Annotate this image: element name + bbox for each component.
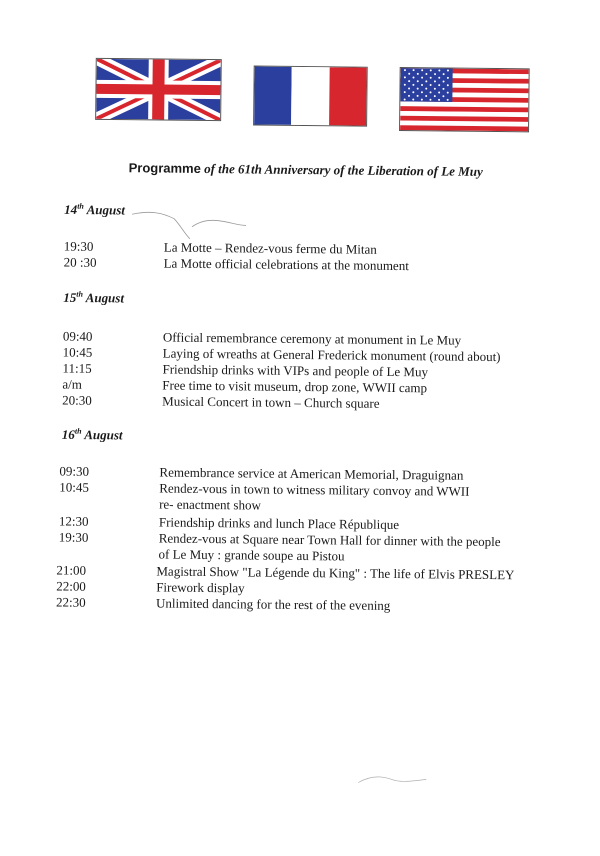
- day-section-15-august: [63, 290, 124, 307]
- event-description: of Le Muy : grande soupe au Pistou: [158, 546, 345, 564]
- event-time: 11:15: [62, 360, 92, 376]
- event-description: Laying of wreaths at General Frederick monument (round about): [162, 345, 501, 365]
- event-time: 21:00: [56, 562, 87, 578]
- day-section-16-august: [62, 427, 123, 444]
- day-heading: 14th August: [64, 201, 126, 218]
- event-description: Magistral Show "La Légende du King" : The life of Elvis PRESLEY: [156, 563, 515, 583]
- event-time: a/m: [62, 376, 82, 392]
- event-time: 22:00: [56, 578, 86, 594]
- event-description: Firework display: [156, 579, 245, 596]
- event-time: 09:40: [62, 328, 93, 344]
- event-description: Free time to visit museum, drop zone, WWII camp: [162, 377, 428, 396]
- event-time: 09:30: [59, 463, 90, 479]
- day-heading: 15th August: [63, 289, 125, 306]
- event-description: Official remembrance ceremony at monument in Le Muy: [162, 329, 462, 348]
- event-description: La Motte official celebrations at the monument: [163, 255, 409, 274]
- event-description: Friendship drinks and lunch Place République: [158, 514, 400, 533]
- event-time: 20:30: [62, 392, 92, 408]
- event-time: 19:30: [63, 238, 94, 254]
- event-time: 10:45: [62, 344, 93, 360]
- event-time: 19:30: [58, 529, 89, 545]
- event-description: Remembrance service at American Memorial, Draguignan: [159, 464, 464, 483]
- day-heading: 16th August: [61, 426, 123, 443]
- title-rest: of the 61th Anniversary of the Liberation of Le Muy: [200, 160, 483, 179]
- event-time: 12:30: [58, 513, 89, 529]
- pen-scribble-mark: [356, 771, 436, 792]
- event-description: Rendez-vous in town to witness military convoy and WWII: [159, 480, 470, 499]
- event-time: 10:45: [59, 479, 89, 495]
- event-description: re- enactment show: [159, 496, 261, 513]
- event-time: 22:30: [56, 594, 86, 610]
- event-description: Musical Concert in town – Church square: [162, 393, 380, 411]
- event-description: La Motte – Rendez-vous ferme du Mitan: [163, 239, 377, 257]
- event-description: Friendship drinks with VIPs and people of Le Muy: [162, 361, 429, 380]
- event-description: Rendez-vous at Square near Town Hall for dinner with the people: [158, 530, 501, 550]
- french-tricolour-flag-icon: [253, 65, 368, 126]
- title-lead: Programme: [128, 160, 201, 176]
- day-section-14-august: [64, 202, 125, 219]
- event-time: 20 :30: [63, 254, 97, 270]
- page-title: [129, 160, 549, 180]
- us-stars-and-stripes-flag-icon: [399, 67, 530, 132]
- union-jack-flag-icon: [95, 58, 222, 121]
- event-description: Unlimited dancing for the rest of the evening: [155, 595, 391, 613]
